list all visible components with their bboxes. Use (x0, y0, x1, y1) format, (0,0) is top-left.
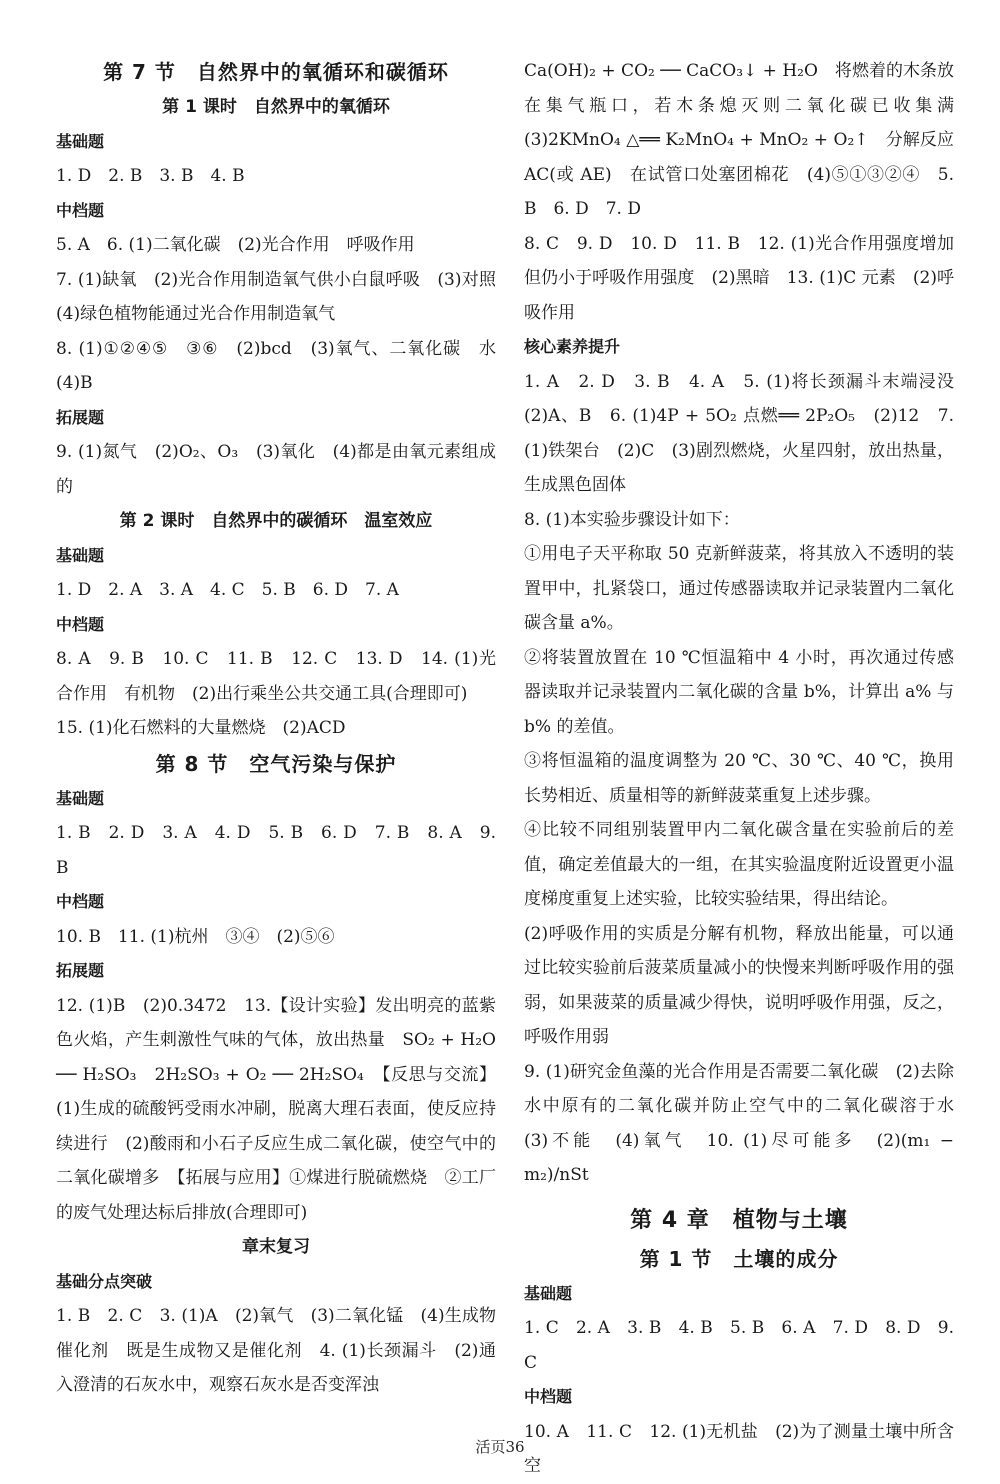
answer-paragraph: ②将装置放置在 10 ℃恒温箱中 4 小时，再次通过传感器读取并记录装置内二氧化碳的含量 b%，计算出 a% 与 b% 的差值。 (524, 647, 954, 737)
answer-paragraph: 1. D 2. A 3. A 4. C 5. B 6. D 7. A (56, 580, 399, 600)
question-level-label: 基础分点突破 (56, 1271, 153, 1291)
lesson-heading: 第 1 课时 自然界中的氧循环 (162, 97, 390, 117)
lesson-heading: 第 2 课时 自然界中的碳循环 温室效应 (119, 511, 433, 531)
answer-paragraph: 10. A 11. C 12. (1)无机盐 (2)为了测量土壤中所含空 (524, 1421, 954, 1476)
answer-paragraph: 5. A 6. (1)二氧化碳 (2)光合作用 呼吸作用 (56, 235, 415, 255)
question-level-label: 中档题 (56, 614, 105, 634)
section-heading: 第 8 节 空气污染与保护 (155, 751, 397, 776)
question-level-label: 中档题 (524, 1387, 573, 1406)
answer-paragraph: 8. C 9. D 10. D 11. B 12. (1)光合作用强度增加但仍小于呼吸作用强度 (2)黑暗 13. (1)C 元素 (2)呼吸作用 (524, 233, 954, 323)
answer-paragraph: 7. (1)缺氧 (2)光合作用制造氧气供小白鼠呼吸 (3)对照 (4)绿色植物能通过光合作用制造氧气 (56, 269, 513, 324)
answer-paragraph: ④比较不同组别装置甲内二氧化碳含量在实验前后的差值，确定差值最大的一组，在其实验温度附近设置更小温度梯度重复上述实验，比较实验结果，得出结论。 (524, 820, 954, 909)
answer-paragraph: 1. A 2. D 3. B 4. A 5. (1)将长颈漏斗末端浸没 (2)A、B 6. (1)4P + 5O₂ 点燃══ 2P₂O₅ (2)12 7. (1)铁架台 (2)C (3)剧烈燃烧，火星四射，放出热量，生成黑色固体 (524, 371, 971, 495)
question-level-label: 核心素养提升 (524, 337, 621, 356)
section-heading: 第 7 节 自然界中的氧循环和碳循环 (103, 60, 449, 84)
answer-paragraph: 15. (1)化石燃料的大量燃烧 (2)ACD (56, 718, 346, 738)
right-column (524, 54, 971, 1484)
question-level-label: 中档题 (56, 200, 105, 220)
answer-paragraph: 1. B 2. C 3. (1)A (2)氧气 (3)二氧化锰 (4)生成物 催化剂 既是生成物又是催化剂 4. (1)长颈漏斗 (2)通入澄清的石灰水中，观察石灰水是否变浑浊 (56, 1306, 513, 1395)
chapter-heading: 第 4 章 植物与土壤 (630, 1207, 848, 1233)
answer-paragraph: 12. (1)B (2)0.3472 13.【设计实验】发出明亮的蓝紫色火焰，产生刺激性气味的气体，放出热量 SO₂ + H₂O ── H₂SO₃ 2H₂SO₃ + O₂ ── 2H₂SO₄ 【反思与交流】(1)生成的硫酸钙受雨水冲刷，脱离大理石表面，使反应持续进行 (2)酸雨和小石子反应生成二氧化碳，使空气中的二氧化碳增多 【拓展与应用】①煤进行脱硫燃烧 ②工厂的废气处理达标后排放(合理即可) (56, 995, 496, 1223)
answer-paragraph: (2)呼吸作用的实质是分解有机物，释放出能量，可以通过比较实验前后菠菜质量减小的快慢来判断呼吸作用的强弱，如果菠菜的质量减少得快，说明呼吸作用强，反之，呼吸作用弱 (524, 923, 954, 1047)
answer-paragraph: 8. A 9. B 10. C 11. B 12. C 13. D 14. (1)光合作用 有机物 (2)出行乘坐公共交通工具(合理即可) (56, 649, 496, 704)
answer-paragraph: ③将恒温箱的温度调整为 20 ℃、30 ℃、40 ℃，换用长势相近、质量相等的新鲜菠菜重复上述步骤。 (524, 751, 954, 806)
page-number: 活页36 (475, 1438, 525, 1456)
answer-paragraph: 1. B 2. D 3. A 4. D 5. B 6. D 7. B 8. A 9. B (56, 823, 496, 878)
answer-paragraph: Ca(OH)₂ + CO₂ ── CaCO₃↓ + H₂O 将燃着的木条放在集气瓶口，若木条熄灭则二氧化碳已收集满 (3)2KMnO₄ △══ K₂MnO₄ + MnO₂ + O₂↑ 分解反应 AC(或 AE) 在试管口处塞团棉花 (4)⑤①③②④ 5. B 6. D 7. D (524, 61, 971, 219)
section-heading: 第 1 节 土壤的成分 (639, 1246, 839, 1271)
answer-paragraph: 8. (1)本实验步骤设计如下： (524, 509, 740, 530)
question-level-label: 基础题 (56, 788, 105, 808)
answer-paragraph: ①用电子天平称取 50 克新鲜菠菜，将其放入不透明的装置甲中，扎紧袋口，通过传感器读取并记录装置内二氧化碳含量 a%。 (524, 544, 954, 633)
question-level-label: 拓展题 (56, 961, 105, 980)
question-level-label: 拓展题 (56, 407, 105, 427)
answer-paragraph: 9. (1)研究金鱼藻的光合作用是否需要二氧化碳 (2)去除水中原有的二氧化碳并防止空气中的二氧化碳溶于水 (3)不能 (4)氧气 10. (1)尽可能多 (2)(m₁ − m₂)/nSt (524, 1061, 971, 1185)
answer-paragraph: 1. C 2. A 3. B 4. B 5. B 6. A 7. D 8. D 9. C (524, 1318, 954, 1373)
lesson-heading: 章末复习 (242, 1237, 310, 1257)
answer-paragraph: 1. D 2. B 3. B 4. B (56, 166, 245, 186)
question-level-label: 基础题 (56, 131, 105, 151)
answer-paragraph: 8. (1)①②④⑤ ③⑥ (2)bcd (3)氧气、二氧化碳 水 (4)B (56, 338, 513, 393)
question-level-label: 基础题 (56, 545, 105, 565)
question-level-label: 基础题 (524, 1283, 573, 1303)
left-column (56, 54, 513, 1403)
answer-paragraph: 10. B 11. (1)杭州 ③④ (2)⑤⑥ (56, 926, 335, 947)
question-level-label: 中档题 (56, 892, 105, 911)
answer-paragraph: 9. (1)氮气 (2)O₂、O₃ (3)氧化 (4)都是由氧元素组成的 (56, 442, 496, 497)
